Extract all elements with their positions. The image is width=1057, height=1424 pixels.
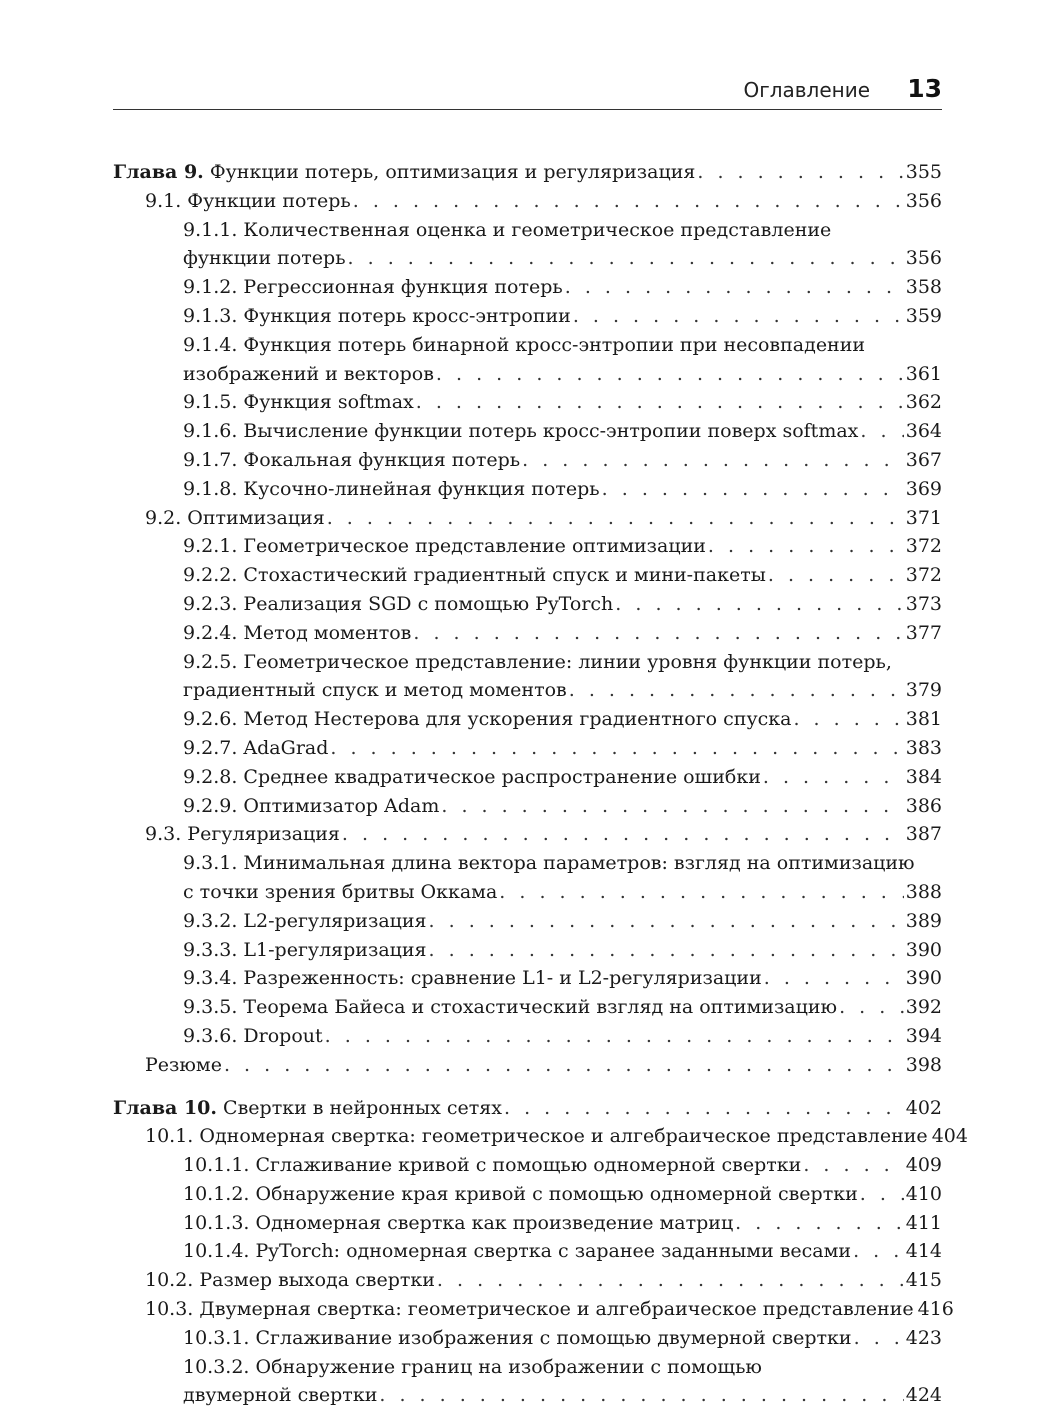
toc-page-number: 404	[931, 1125, 968, 1148]
toc-page-number: 356	[905, 189, 942, 212]
toc-entry-title: Свертки в нейронных сетях	[217, 1096, 502, 1119]
toc-page-number: 394	[905, 1024, 942, 1047]
toc-page-number: 398	[905, 1053, 942, 1076]
toc-page-number: 424	[905, 1384, 942, 1407]
toc-subsection-entry	[113, 273, 942, 302]
dot-leader	[325, 1022, 904, 1051]
toc-entry-title: 9.1.8. Кусочно-линейная функция потерь	[183, 477, 600, 500]
dot-leader	[615, 590, 903, 619]
chapter-label: Глава 9.	[113, 161, 204, 183]
toc-entry-title: 10.2. Размер выхода свертки	[145, 1269, 435, 1292]
dot-leader	[379, 1381, 903, 1410]
dot-leader	[522, 446, 904, 475]
toc-page-number: 367	[905, 448, 942, 471]
toc-entry-title-line1: 9.2.5. Геометрическое представление: линии уровня функции потерь,	[183, 650, 892, 673]
table-of-contents	[113, 158, 968, 1410]
toc-page-number: 414	[905, 1240, 942, 1263]
toc-entry-title: 9.3. Регуляризация	[145, 823, 340, 846]
toc-section-entry	[113, 1122, 968, 1151]
toc-entry-title: 10.3.1. Сглаживание изображения с помощью двумерной свертки	[183, 1326, 852, 1349]
toc-page-number: 392	[905, 996, 942, 1019]
dot-leader	[342, 820, 904, 849]
toc-page-number: 372	[905, 564, 942, 587]
toc-page-number: 423	[905, 1326, 942, 1349]
toc-entry-title: 9.1.2. Регрессионная функция потерь	[183, 276, 563, 299]
dot-leader	[793, 705, 903, 734]
toc-entry-title: 9.1.7. Фокальная функция потерь	[183, 448, 521, 471]
dot-leader	[441, 792, 903, 821]
toc-subsection-entry	[113, 964, 942, 993]
dot-leader	[348, 244, 904, 273]
toc-subsection-entry	[113, 849, 942, 907]
dot-leader	[763, 763, 904, 792]
page-number: 13	[907, 74, 942, 103]
dot-leader	[436, 360, 904, 389]
toc-section-entry	[113, 1295, 954, 1324]
toc-page-number: 364	[905, 420, 942, 443]
toc-page-number: 358	[905, 276, 942, 299]
toc-subsection-entry	[113, 1324, 942, 1353]
dot-leader	[708, 532, 904, 561]
toc-page-number: 416	[917, 1298, 954, 1321]
toc-page-number: 373	[905, 592, 942, 615]
toc-entry-title-line1: 9.1.4. Функция потерь бинарной кросс-энтропии при несовпадении	[183, 333, 866, 356]
toc-subsection-entry	[113, 936, 942, 965]
toc-page-number: 371	[905, 506, 942, 529]
toc-page-number: 409	[905, 1154, 942, 1177]
toc-page-number: 386	[905, 794, 942, 817]
toc-section-entry	[113, 1266, 942, 1295]
toc-entry-title: 9.2.1. Геометрическое представление оптимизации	[183, 535, 706, 558]
toc-entry-title: 10.1.2. Обнаружение края кривой с помощью одномерной свертки	[183, 1182, 858, 1205]
toc-subsection-entry	[113, 446, 942, 475]
toc-entry-title: 9.3.4. Разреженность: сравнение L1- и L2-регуляризации	[183, 967, 762, 990]
toc-subsection-entry	[113, 561, 942, 590]
toc-page-number: 372	[905, 535, 942, 558]
page-header	[113, 72, 942, 110]
toc-entry-title: двумерной свертки	[183, 1384, 378, 1407]
dot-leader	[853, 1237, 904, 1266]
toc-chapter-entry	[113, 158, 942, 187]
toc-subsection-entry	[113, 1180, 942, 1209]
dot-leader	[330, 734, 903, 763]
toc-page-number: 389	[905, 909, 942, 932]
dot-leader	[569, 676, 904, 705]
dot-leader	[854, 1324, 904, 1353]
toc-subsection-entry	[113, 705, 942, 734]
toc-entry-title: 9.2.7. AdaGrad	[183, 736, 329, 759]
toc-page-number: 384	[905, 765, 942, 788]
toc-section-entry	[113, 820, 942, 849]
toc-subsection-entry	[113, 590, 942, 619]
toc-entry-title: 9.2.4. Метод моментов	[183, 621, 412, 644]
toc-subsection-entry	[113, 993, 942, 1022]
dot-leader	[327, 504, 904, 533]
toc-entry-title-line1: 10.3.2. Обнаружение границ на изображении с помощью	[183, 1355, 762, 1378]
chapter-label: Глава 10.	[113, 1096, 218, 1119]
toc-entry-title: 10.1.4. PyTorch: одномерная свертка с заранее заданными весами	[183, 1240, 852, 1263]
toc-page-number: 415	[905, 1269, 942, 1292]
toc-entry-title: 10.3. Двумерная свертка: геометрическое и алгебраическое представление	[145, 1298, 914, 1321]
dot-leader	[499, 878, 903, 907]
toc-page-number: 390	[905, 938, 942, 961]
dot-leader	[353, 187, 904, 216]
toc-entry-title: градиентный спуск и метод моментов	[183, 679, 567, 702]
toc-subsection-entry	[113, 907, 942, 936]
dot-leader	[416, 388, 904, 417]
toc-chapter-entry	[113, 1094, 942, 1123]
toc-subsection-entry	[113, 216, 942, 274]
toc-entry-title: функции потерь	[183, 247, 346, 270]
dot-leader	[860, 417, 903, 446]
toc-entry-title: 9.1. Функции потерь	[145, 189, 351, 212]
dot-leader	[697, 158, 903, 187]
toc-entry-title: 9.3.2. L2-регуляризация	[183, 909, 427, 932]
toc-page-number: 361	[905, 362, 942, 385]
dot-leader	[803, 1151, 903, 1180]
toc-subsection-entry	[113, 1237, 942, 1266]
toc-page-number: 410	[905, 1182, 942, 1205]
toc-entry-title: изображений и векторов	[183, 362, 434, 385]
toc-page-number: 362	[905, 391, 942, 414]
toc-subsection-entry	[113, 763, 942, 792]
toc-page-number: 388	[905, 880, 942, 903]
toc-entry-title: 9.2.8. Среднее квадратическое распространение ошибки	[183, 765, 761, 788]
dot-leader	[839, 993, 904, 1022]
toc-page-number: 355	[905, 161, 942, 183]
dot-leader	[413, 619, 903, 648]
dot-leader	[429, 907, 904, 936]
toc-subsection-entry	[113, 619, 942, 648]
toc-entry-title: Функции потерь, оптимизация и регуляризация	[203, 161, 696, 183]
toc-page-number: 411	[905, 1211, 942, 1234]
toc-subsection-entry	[113, 1353, 942, 1411]
dot-leader	[224, 1051, 904, 1080]
toc-subsection-entry	[113, 734, 942, 763]
toc-page-number: 356	[905, 247, 942, 270]
dot-leader	[860, 1180, 904, 1209]
toc-entry-title: 9.1.6. Вычисление функции потерь кросс-энтропии поверх softmax	[183, 420, 859, 443]
toc-page-number: 359	[905, 304, 942, 327]
toc-subsection-entry	[113, 1209, 942, 1238]
toc-entry-title: 9.2.3. Реализация SGD с помощью PyTorch	[183, 592, 614, 615]
dot-leader	[735, 1209, 904, 1238]
dot-leader	[565, 273, 904, 302]
toc-entry-title: с точки зрения бритвы Оккама	[183, 880, 498, 903]
toc-entry-title: 10.1.1. Сглаживание кривой с помощью одномерной свертки	[183, 1154, 802, 1177]
toc-subsection-entry	[113, 648, 942, 706]
toc-entry-title: Резюме	[145, 1053, 222, 1076]
toc-entry-title: 9.2.9. Оптимизатор Adam	[183, 794, 440, 817]
toc-subsection-entry	[113, 475, 942, 504]
toc-entry-title: 9.3.5. Теорема Байеса и стохастический взгляд на оптимизацию	[183, 996, 838, 1019]
toc-entry-title: 9.1.3. Функция потерь кросс-энтропии	[183, 304, 571, 327]
running-head-title: Оглавление	[743, 78, 870, 102]
toc-page-number: 381	[905, 708, 942, 731]
toc-entry-title: 9.2.6. Метод Нестерова для ускорения градиентного спуска	[183, 708, 792, 731]
toc-subsection-entry	[113, 331, 942, 389]
toc-entry-title-line1: 9.3.1. Минимальная длина вектора параметров: взгляд на оптимизацию	[183, 852, 915, 875]
toc-entry-title: 9.3.3. L1-регуляризация	[183, 938, 427, 961]
toc-subsection-entry	[113, 532, 942, 561]
toc-page-number: 383	[905, 736, 942, 759]
toc-section-entry	[113, 1051, 942, 1080]
toc-entry-title: 9.1.5. Функция softmax	[183, 391, 414, 414]
toc-subsection-entry	[113, 792, 942, 821]
toc-entry-title: 9.3.6. Dropout	[183, 1024, 323, 1047]
toc-page-number: 390	[905, 967, 942, 990]
toc-section-entry	[113, 187, 942, 216]
dot-leader	[768, 561, 904, 590]
toc-subsection-entry	[113, 1022, 942, 1051]
toc-page-number: 387	[905, 823, 942, 846]
toc-entry-title: 9.2. Оптимизация	[145, 506, 325, 529]
toc-entry-title: 10.1.3. Одномерная свертка как произведение матриц	[183, 1211, 734, 1234]
dot-leader	[573, 302, 904, 331]
toc-entry-title: 9.2.2. Стохастический градиентный спуск и мини-пакеты	[183, 564, 766, 587]
toc-entry-title-line1: 9.1.1. Количественная оценка и геометрическое представление	[183, 218, 832, 241]
dot-leader	[602, 475, 904, 504]
dot-leader	[764, 964, 904, 993]
dot-leader	[429, 936, 904, 965]
toc-section-entry	[113, 504, 942, 533]
toc-page-number: 369	[905, 477, 942, 500]
toc-page-number: 402	[905, 1096, 942, 1119]
toc-subsection-entry	[113, 302, 942, 331]
toc-page-number: 377	[905, 621, 942, 644]
toc-subsection-entry	[113, 388, 942, 417]
toc-subsection-entry	[113, 417, 942, 446]
dot-leader	[504, 1094, 904, 1123]
toc-page-number: 379	[905, 679, 942, 702]
toc-entry-title: 10.1. Одномерная свертка: геометрическое и алгебраическое представление	[145, 1125, 928, 1148]
toc-subsection-entry	[113, 1151, 942, 1180]
dot-leader	[437, 1266, 904, 1295]
